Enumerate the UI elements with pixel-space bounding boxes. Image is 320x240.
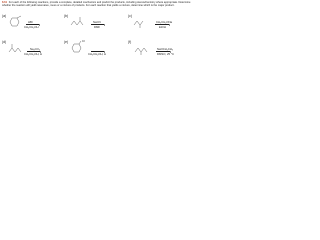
structure-c: [133, 16, 149, 28]
reagent-a-bottom: CH₃CH₂OH: [24, 25, 39, 29]
reagent-f-top: NaOCH₂CH₃: [157, 47, 174, 51]
structure-b: [70, 16, 88, 28]
reagent-d-top: Na₂CO₃: [30, 47, 40, 51]
reaction-d: [2, 41, 6, 45]
structure-a: [8, 16, 24, 28]
reaction-letter: (f): [128, 40, 132, 44]
substituent-e: Cl: [82, 39, 85, 43]
reagent-c-top: CH₃CH₂ONa: [156, 20, 173, 24]
problem-text: For each of the following reactions, provide a complete, detailed mechanism and predict the products, including stereochemistry where appropriate. Determine whether the reaction will yield racemates, meso or a mixture of products. For each reaction that yields a mixture, determine which is the major product.: [2, 1, 191, 8]
reaction-b: [64, 15, 68, 19]
reaction-letter: (e): [64, 40, 69, 44]
reaction-letter: (c): [128, 14, 132, 18]
problem-number: 8.61: [2, 1, 8, 4]
problem-statement: [2, 1, 198, 7]
reaction-c: [128, 15, 132, 19]
reagent-e-bottom: CH₃CH₂OH, Δ: [88, 52, 106, 56]
reaction-e: [64, 41, 68, 45]
reagent-f-bottom: DMSO, 25 °C: [157, 52, 174, 56]
reagent-d-bottom: CH₃CH₂OH, Δ: [24, 52, 42, 56]
structure-f: [134, 42, 152, 56]
reagent-b-bottom: DMF: [94, 25, 101, 29]
reaction-f: [128, 41, 131, 45]
reaction-letter: (d): [2, 40, 7, 44]
reagent-c-bottom: EtOH: [159, 25, 166, 29]
reaction-letter: (a): [2, 14, 7, 18]
reagent-b-top: NaCN: [93, 20, 101, 24]
reaction-letter: (b): [64, 14, 69, 18]
reaction-a: [2, 15, 6, 19]
reagent-a-top: HBr: [28, 20, 33, 24]
